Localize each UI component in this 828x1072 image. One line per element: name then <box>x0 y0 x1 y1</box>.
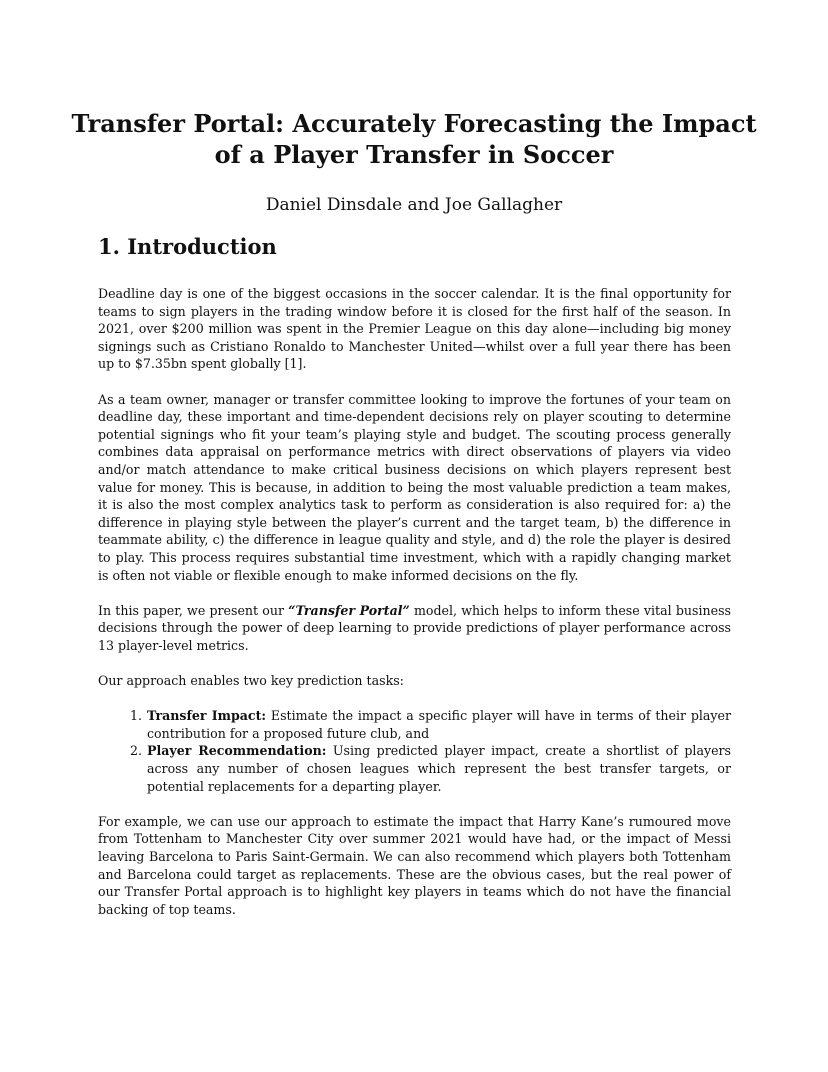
paper-authors: Daniel Dinsdale and Joe Gallagher <box>265 195 563 215</box>
model-name-emphasis: “Transfer Portal” <box>288 602 410 618</box>
paragraph-4: Our approach enables two key prediction tasks: <box>98 673 404 689</box>
list-item-term: Player Recommendation: <box>147 743 327 759</box>
paragraph-3-pre: In this paper, we present our <box>98 602 289 618</box>
section-heading: 1. Introduction <box>98 234 277 259</box>
prediction-task-list <box>98 707 731 795</box>
paragraph-5: For example, we can use our approach to estimate the impact that Harry Kane’s rumoured move from Tottenham to Manchester City over summer 2021 would have had, or the impact of Messi leaving Barcelona to Paris Saint-Germain. We can also recommend which players both Tottenham and Barcelona could target as replacements. These are the obvious cases, but the real power of our Transfer Portal approach is to highlight key players in teams which do not have the financial backing of top teams. <box>98 813 731 917</box>
paragraph-3-post: model, which helps to inform these vital business decisions through the power of deep learning to provide predictions of player performance across 13 player-level metrics. <box>98 602 731 653</box>
list-item <box>146 742 731 795</box>
list-item-text: Estimate the impact a specific player will have in terms of their player contribution for a proposed future club, and <box>147 708 732 741</box>
list-item-term: Transfer Impact: <box>147 708 267 724</box>
paragraph-1: Deadline day is one of the biggest occasions in the soccer calendar. It is the final opportunity for teams to sign players in the trading window before it is closed for the first half of the season. In 2021, over $200 million was spent in the Premier League on this day alone—including big money signings such as Cristiano Ronaldo to Manchester United—whilst over a full year there has been up to $7.35bn spent globally [1]. <box>98 286 731 372</box>
paper-body <box>98 285 731 936</box>
paper-title: Transfer Portal: Accurately Forecasting the Impact of a Player Transfer in Soccer <box>71 109 757 169</box>
paragraph-3 <box>98 602 731 655</box>
list-item-text: Using predicted player impact, create a shortlist of players across any number of chosen leagues which represent the best transfer targets, or potential replacements for a departing player. <box>147 743 732 794</box>
list-item <box>146 707 731 742</box>
paragraph-2: As a team owner, manager or transfer committee looking to improve the fortunes of your team on deadline day, these important and time-dependent decisions rely on player scouting to determine potential signings who fit your team’s playing style and budget. The scouting process generally combines data appraisal on performance metrics with direct observations of players via video and/or match attendance to make critical business decisions on which players represent best value for money. This is because, in addition to being the most valuable prediction a team makes, it is also the most complex analytics task to perform as consideration is also required for: a) the difference in playing style between the player’s current and the target team, b) the difference in teammate ability, c) the difference in league quality and style, and d) the role the player is desired to play. This process requires substantial time investment, which with a rapidly changing market is often not viable or flexible enough to make informed decisions on the fly. <box>98 391 731 583</box>
